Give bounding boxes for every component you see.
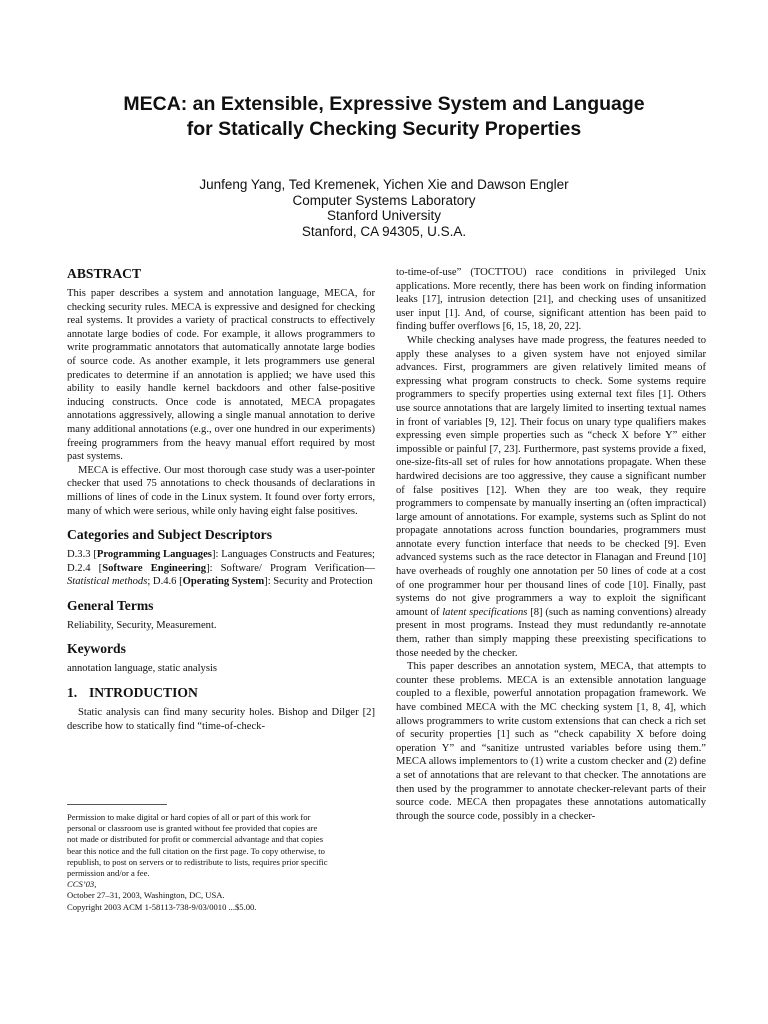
permission-notice: [67, 812, 375, 913]
copyright-line: Copyright 2003 ACM 1-58113-738-9/03/0010 ...$5.00.: [67, 901, 257, 912]
permission-line-2: personal or classroom use is granted without fee provided that copies are: [67, 823, 318, 834]
latent-specifications-term: latent specifications: [442, 606, 528, 618]
category-software-engineering: Software Engineering: [102, 562, 207, 574]
left-column: [67, 266, 375, 733]
title-line-2: for Statically Checking Security Properties: [186, 118, 582, 140]
footnote-rule: [67, 804, 167, 805]
categories-part: D.3.3 [: [67, 549, 97, 561]
categories-heading: Categories and Subject Descriptors: [67, 527, 273, 543]
paper-title: [40, 92, 728, 142]
conference-name: CCS’03,: [67, 879, 97, 890]
author-lab: Computer Systems Laboratory: [292, 192, 476, 208]
right-column: [396, 266, 706, 823]
categories-part: ]: Languages Constructs and Features; D.2.4 [: [67, 549, 376, 574]
author-block: [40, 177, 728, 239]
right-paragraph-2-text: While checking analyses have made progress, the features needed to apply these analyses to a given system have not enjoyed similar advances. First, programmers are given relatively limited means of expressing what program constructs to check. Some systems require programmers to specify properties using external text files [1]. Others use source annotations that are largely limited to inserting textual names in front of variables [9, 12]. Their focus on unary type qualifiers makes expressing even simple properties such as “check X before Y” either impossible or painful [7, 23]. Furthermore, past systems provide a fixed, one-size-fits-all set of rules for how annotations propagate. When these hardwired decisions are too aggressive, they cause a significant number of false positives [12]. When they are too weak, they require programmers to compensate by manually inserting an (often impractical) large amount of annotations. For example, systems such as Splint do not propagate annotations across function boundaries, programmers must annotate every function interface that needs to be checked [9]. Even advanced systems such as the race detector in Flanagan and Freund [10] have overheads of roughly one annotation per 50 lines of code at a cost of one programmer hour per thousand lines of code [10]. Finally, past systems do not give programmers a way to exploit the significant amount of: [396, 334, 706, 618]
permission-line-4: bear this notice and the full citation on the first page. To copy otherwise, to: [67, 845, 325, 856]
abstract-heading: ABSTRACT: [67, 266, 142, 281]
right-paragraph-1: to-time-of-use” (TOCTTOU) race conditions in privileged Unix applications. More recently, there has been work on finding information leaks [17], intrusion detection [21], and checking uses of unsanitized user input [1]. And, of course, significant attention has been paid to finding buffer overflows [6, 15, 18, 20, 22].: [396, 267, 706, 333]
section-number: 1.: [67, 685, 78, 701]
author-university: Stanford University: [326, 208, 442, 223]
introduction-heading: [67, 685, 375, 701]
category-operating-system: Operating System: [182, 576, 265, 588]
section-title: INTRODUCTION: [89, 685, 198, 701]
permission-line-5: republish, to post on servers or to redistribute to lists, requires prior specific: [67, 856, 328, 867]
categories-part: ]: Security and Protection: [264, 576, 373, 588]
abstract-paragraph-1: This paper describes a system and annotation language, MECA, for checking security rules. MECA is expressive and designed for checking real systems. It provides a variety of practical constructs to effectively annotate large bodies of code. For example, it allows programmers to write programmatic annotators that automatically annotate large bodies of source code. As another example, it lets programmers use general predicates to determine if an annotation is applied; we have used this ability to easily handle kernel backdoors and other false-positive inducing constructs. Once code is annotated, MECA propagates annotations aggressively, allowing a single manual annotation to derive many additional annotations (e.g., over one hundred in our experiments) freeing programmers from the heavy manual effort required by most past systems.: [67, 288, 375, 463]
keywords-heading: Keywords: [67, 641, 126, 657]
conference-line: [67, 879, 375, 901]
permission-line-1: Permission to make digital or hard copies of all or part of this work for: [67, 812, 311, 822]
author-address: Stanford, CA 94305, U.S.A.: [301, 223, 467, 239]
abstract-paragraph-2: MECA is effective. Our most thorough case study was a user-pointer checker that used 75 annotations to check thousands of declarations in millions of lines of code in the Linux system. It found over forty errors, many of which were serious, while only having eight false positives.: [67, 464, 375, 517]
category-statistical-methods: Statistical methods: [67, 576, 148, 588]
keywords-text: annotation language, static analysis: [67, 663, 218, 675]
general-terms-text: Reliability, Security, Measurement.: [67, 619, 217, 631]
general-terms-heading: General Terms: [67, 597, 154, 613]
conference-details: October 27–31, 2003, Washington, DC, USA.: [67, 890, 225, 901]
permission-line-3: not made or distributed for profit or commercial advantage and that copies: [67, 834, 324, 845]
right-paragraph-3: This paper describes an annotation system, MECA, that attempts to counter these problems. MECA is an extensible annotation language coupled to a flexible, powerful annotation propagation framework. We have combined MECA with the MC checking system [1, 8, 4], which allows programmers to write custom extensions that can check a rich set of security properties [1] such as “check capability X before doing operation Y” and “sanitize untrusted variables before using them.” MECA allows implementors to (1) write a custom checker and (2) define a set of annotations that are relevant to that checker. The annotations are then used by the programmer to annotate checker-relevant parts of their source code. MECA then propagates these annotations automatically through the source code, possibly in a checker-: [396, 661, 706, 822]
category-programming-languages: Programming Languages: [96, 549, 212, 561]
categories-text: [67, 548, 375, 589]
permission-line-6: permission and/or a fee.: [67, 868, 150, 879]
right-paragraph-2-end: [8] (such as naming conventions) already present in most programs. Instead they must redundantly re-annotate them, rather than simply mapping these preexisting specifications to those needed by the checker.: [396, 606, 707, 659]
right-paragraph-2: [396, 334, 706, 660]
categories-part: ]: Software/ Program Verification—: [206, 562, 375, 574]
introduction-paragraph-1: Static analysis can find many security holes. Bishop and Dilger [2] describe how to statically find “time-of-check-: [67, 707, 375, 732]
author-names: Junfeng Yang, Ted Kremenek, Yichen Xie and Dawson Engler: [199, 177, 569, 192]
categories-part: ; D.4.6 [: [147, 576, 183, 588]
title-line-1: MECA: an Extensible, Expressive System and Language: [123, 93, 645, 115]
